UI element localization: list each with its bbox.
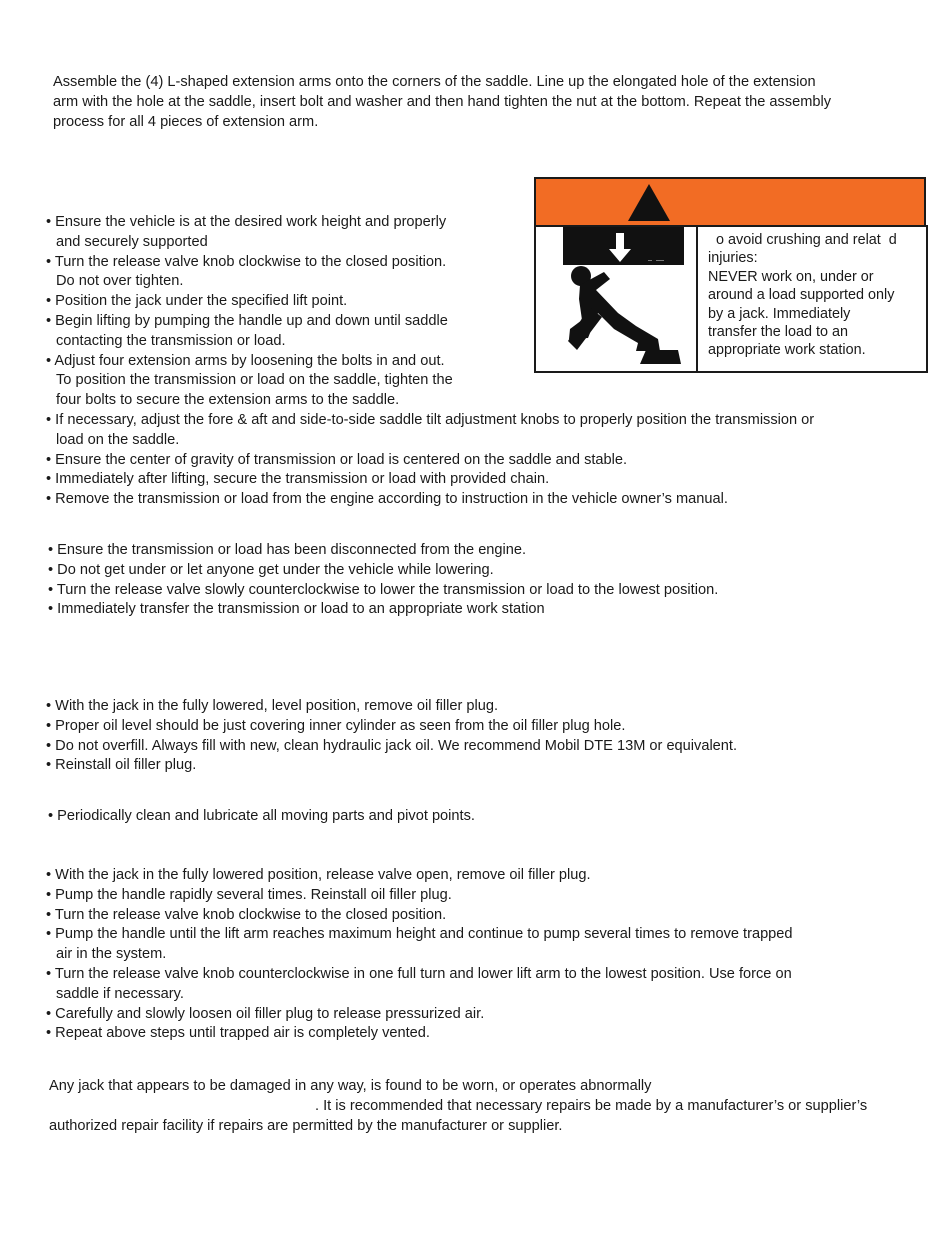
list-item: • Remove the transmission or load from the engine according to instruction in the vehicle owner’s manual.: [46, 491, 728, 508]
list-item: • Do not get under or let anyone get under the vehicle while lowering.: [48, 561, 494, 578]
lowering-list: [48, 541, 718, 620]
list-item: • Position the jack under the specified lift point.: [46, 293, 348, 310]
damage-notice-line: authorized repair facility if repairs are permitted by the manufacturer or supplier.: [49, 1117, 563, 1134]
lubrication-list: [48, 807, 475, 827]
list-item: • Ensure the vehicle is at the desired work height and properly: [46, 214, 447, 230]
damage-notice-line: . It is recommended that necessary repairs be made by a manufacturer’s or supplier’s: [315, 1097, 868, 1114]
list-item: • Turn the release valve knob clockwise to the closed position.: [46, 253, 447, 270]
list-item-continuation: and securely supported: [56, 233, 208, 250]
warning-text-line: injuries:: [708, 250, 758, 267]
assembly-line: arm with the hole at the saddle, insert bolt and washer and then hand tighten the nut at the bottom. Repeat the assembly: [53, 93, 832, 110]
operation-list: [46, 213, 814, 510]
list-item: • Reinstall oil filler plug.: [46, 757, 197, 774]
list-item: • Pump the handle rapidly several times. Reinstall oil filler plug.: [46, 886, 452, 903]
warning-text-line: o avoid crushing and relat d: [708, 232, 897, 248]
assembly-line: process for all 4 pieces of extension arm.: [53, 113, 319, 130]
list-item: • Ensure the center of gravity of transmission or load is centered on the saddle and stable.: [46, 451, 628, 468]
list-item-continuation: four bolts to secure the extension arms to the saddle.: [56, 392, 400, 409]
oil-list: [46, 697, 737, 776]
warning-text-line: NEVER work on, under or: [708, 268, 874, 285]
list-item-continuation: load on the saddle.: [56, 431, 180, 448]
list-item: • Turn the release valve slowly counterclockwise to lower the transmission or load to the lowest position.: [48, 581, 719, 598]
assembly-line: Assemble the (4) L-shaped extension arms onto the corners of the saddle. Line up the elongated hole of the extension: [53, 74, 816, 90]
list-item: • With the jack in the fully lowered position, release valve open, remove oil filler plug.: [46, 867, 591, 883]
assembly-paragraph: [53, 73, 831, 132]
warning-text-line: by a jack. Immediately: [708, 305, 851, 322]
list-item: • Ensure the transmission or load has been disconnected from the engine.: [48, 542, 527, 558]
list-item: • Turn the release valve knob clockwise to the closed position.: [46, 906, 447, 923]
damage-notice: [49, 1077, 867, 1136]
list-item: • Begin lifting by pumping the handle up and down until saddle: [46, 312, 448, 329]
list-item: • Immediately after lifting, secure the transmission or load with provided chain.: [46, 471, 550, 488]
warning-text-line: transfer the load to an: [708, 324, 848, 341]
list-item-continuation: saddle if necessary.: [56, 985, 184, 1002]
list-item: • Adjust four extension arms by loosening the bolts in and out.: [46, 352, 445, 369]
list-item: • With the jack in the fully lowered, level position, remove oil filler plug.: [46, 698, 499, 714]
list-item-continuation: Do not over tighten.: [56, 273, 184, 290]
list-item: • Carefully and slowly loosen oil filler plug to release pressurized air.: [46, 1005, 485, 1022]
air-purge-list: [46, 866, 793, 1044]
list-item: • If necessary, adjust the fore & aft and side-to-side saddle tilt adjustment knobs to properly position the transmission or: [46, 411, 815, 428]
list-item: • Turn the release valve knob counterclockwise in one full turn and lower lift arm to the lowest position. Use force on: [46, 965, 792, 982]
list-item: • Proper oil level should be just covering inner cylinder as seen from the oil filler plug hole.: [46, 717, 626, 734]
list-item: • Pump the handle until the lift arm reaches maximum height and continue to pump several times to remove trapped: [46, 926, 793, 943]
warning-text-line: around a load supported only: [708, 287, 895, 304]
list-item-continuation: contacting the transmission or load.: [56, 332, 286, 349]
list-item: • Immediately transfer the transmission or load to an appropriate work station: [48, 601, 545, 618]
list-item-continuation: To position the transmission or load on the saddle, tighten the: [56, 372, 453, 389]
warning-text-line: appropriate work station.: [708, 342, 866, 359]
damage-notice-line: Any jack that appears to be damaged in any way, is found to be worn, or operates abnormally: [49, 1078, 652, 1094]
list-item: • Repeat above steps until trapped air is completely vented.: [46, 1025, 430, 1042]
list-item-continuation: air in the system.: [56, 946, 167, 963]
list-item: • Periodically clean and lubricate all moving parts and pivot points.: [48, 808, 475, 824]
list-item: • Do not overfill. Always fill with new, clean hydraulic jack oil. We recommend Mobil DTE 13M or equivalent.: [46, 737, 738, 754]
